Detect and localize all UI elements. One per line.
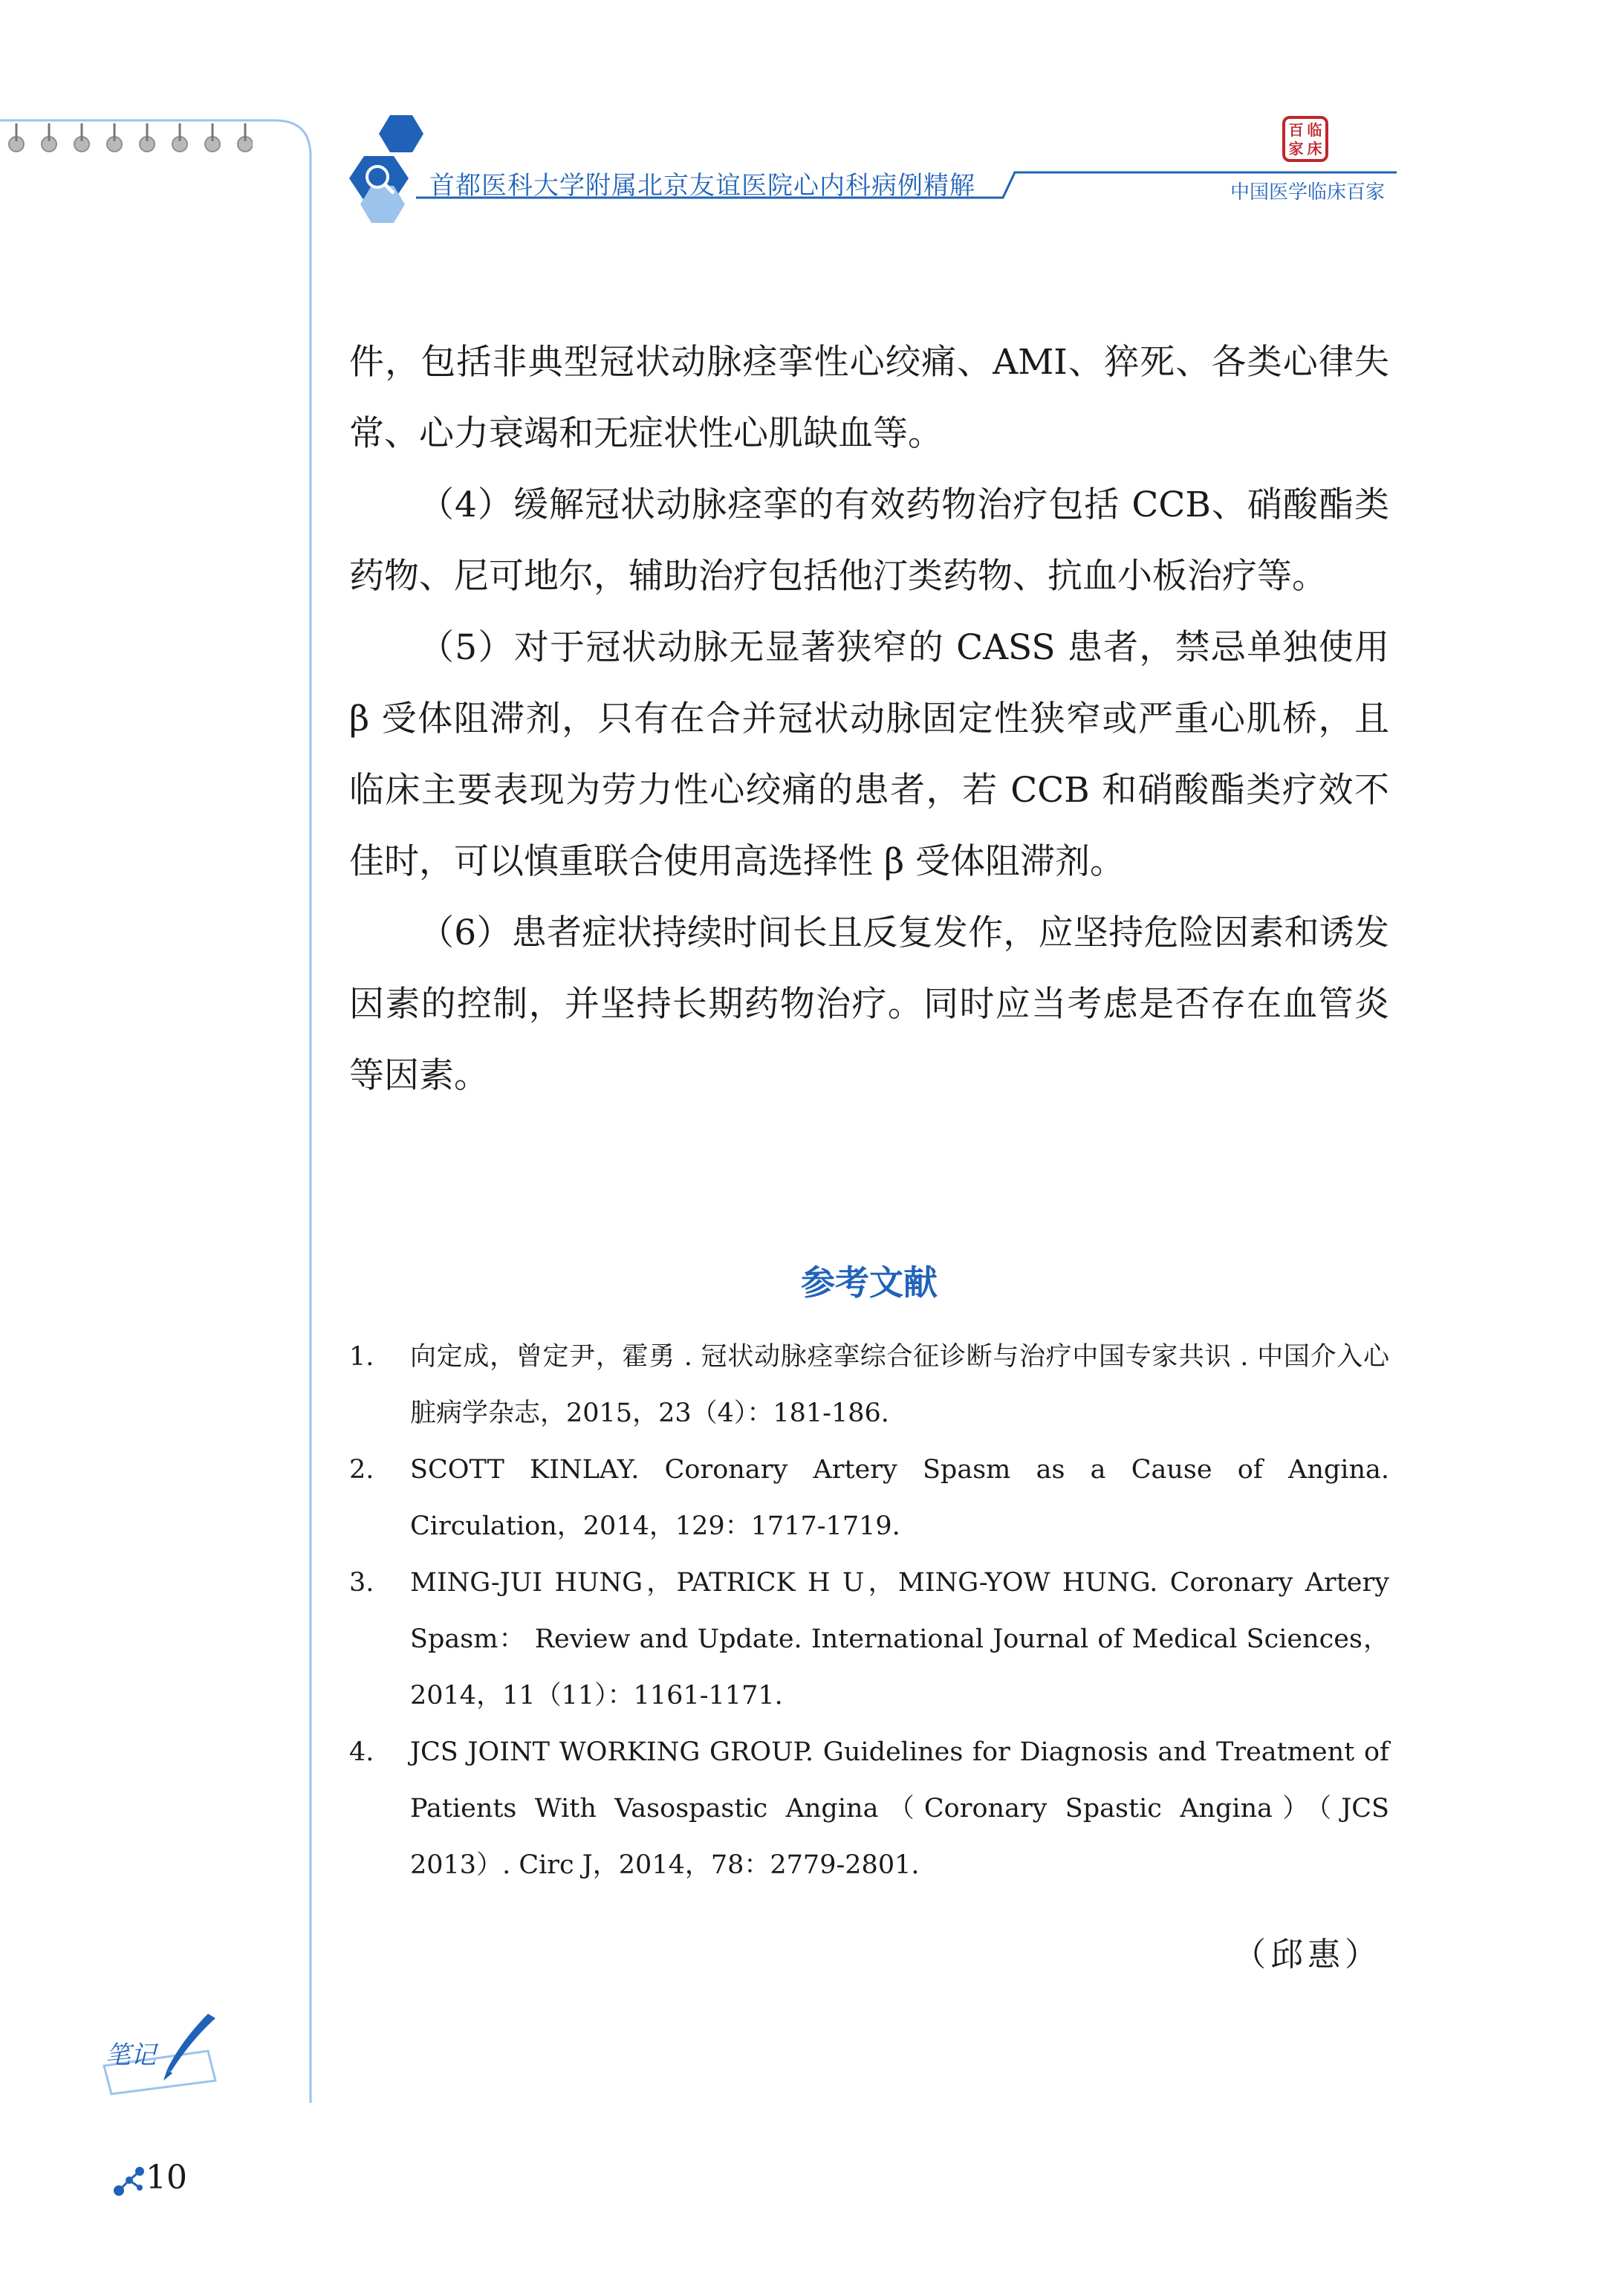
seal-logo [1282,116,1328,162]
body-paragraph: 件，包括非典型冠状动脉痉挛性心绞痛、AMI、猝死、各类心律失常、心力衰竭和无症状性心肌缺血等。 [349,342,1389,454]
reference-item [349,1724,1389,1893]
seal-char: 床 [1307,139,1322,158]
seal-char: 临 [1307,120,1322,139]
reference-item [349,1555,1389,1724]
reference-text: MING-JUI HUNG，PATRICK H U，MING-YOW HUNG. Coronary Artery Spasm： Review and Update. International Journal of Medical Sciences，2014，11（11）：1161-1171. [410,1568,1389,1711]
body-text [349,327,1389,1112]
reference-text: SCOTT KINLAY. Coronary Artery Spasm as a Cause of Angina. Circulation，2014，129：1717-1719. [410,1455,1389,1541]
reference-text: JCS JOINT WORKING GROUP. Guidelines for Diagnosis and Treatment of Patients With Vasospastic Angina（Coronary Spastic Angina）（JCS 2013）. Circ J，2014，78：2779-2801. [410,1737,1389,1880]
reference-text: 向定成，曾定尹，霍勇 . 冠状动脉痉挛综合征诊断与治疗中国专家共识 . 中国介入心脏病学杂志，2015，23（4）：181-186. [410,1342,1389,1428]
seal-char: 家 [1288,139,1304,158]
body-paragraph: （5）对于冠状动脉无显著狭窄的 CASS 患者，禁忌单独使用 β 受体阻滞剂，只有在合并冠状动脉固定性狭窄或严重心肌桥，且临床主要表现为劳力性心绞痛的患者，若 CCB 和硝酸酯类疗效不佳时，可以慎重联合使用高选择性 β 受体阻滞剂。 [349,627,1389,882]
reference-item [349,1442,1389,1555]
header-title: 首都医科大学附属北京友谊医院心内科病例精解 [429,171,975,201]
reference-item [349,1329,1389,1442]
reference-number: 1. [349,1342,374,1372]
reference-number: 4. [349,1737,374,1767]
header-subtitle: 中国医学临床百家 [1230,181,1386,204]
notes-label: 笔记 [105,2040,156,2070]
molecule-icon [110,2162,147,2200]
references-list [349,1329,1389,1893]
body-paragraph: （6）患者症状持续时间长且反复发作，应坚持危险因素和诱发因素的控制，并坚持长期药物治疗。同时应当考虑是否存在血管炎等因素。 [349,913,1389,1096]
reference-number: 2. [349,1455,374,1485]
page-number: 10 [146,2159,187,2197]
author-signature: （邱惠） [1233,1936,1382,1974]
references-heading: 参考文献 [801,1262,938,1303]
reference-number: 3. [349,1568,374,1598]
seal-char: 百 [1288,120,1304,139]
margin-line [0,0,319,2103]
body-paragraph: （4）缓解冠状动脉痉挛的有效药物治疗包括 CCB、硝酸酯类药物、尼可地尔，辅助治疗包括他汀类药物、抗血小板治疗等。 [349,484,1389,597]
